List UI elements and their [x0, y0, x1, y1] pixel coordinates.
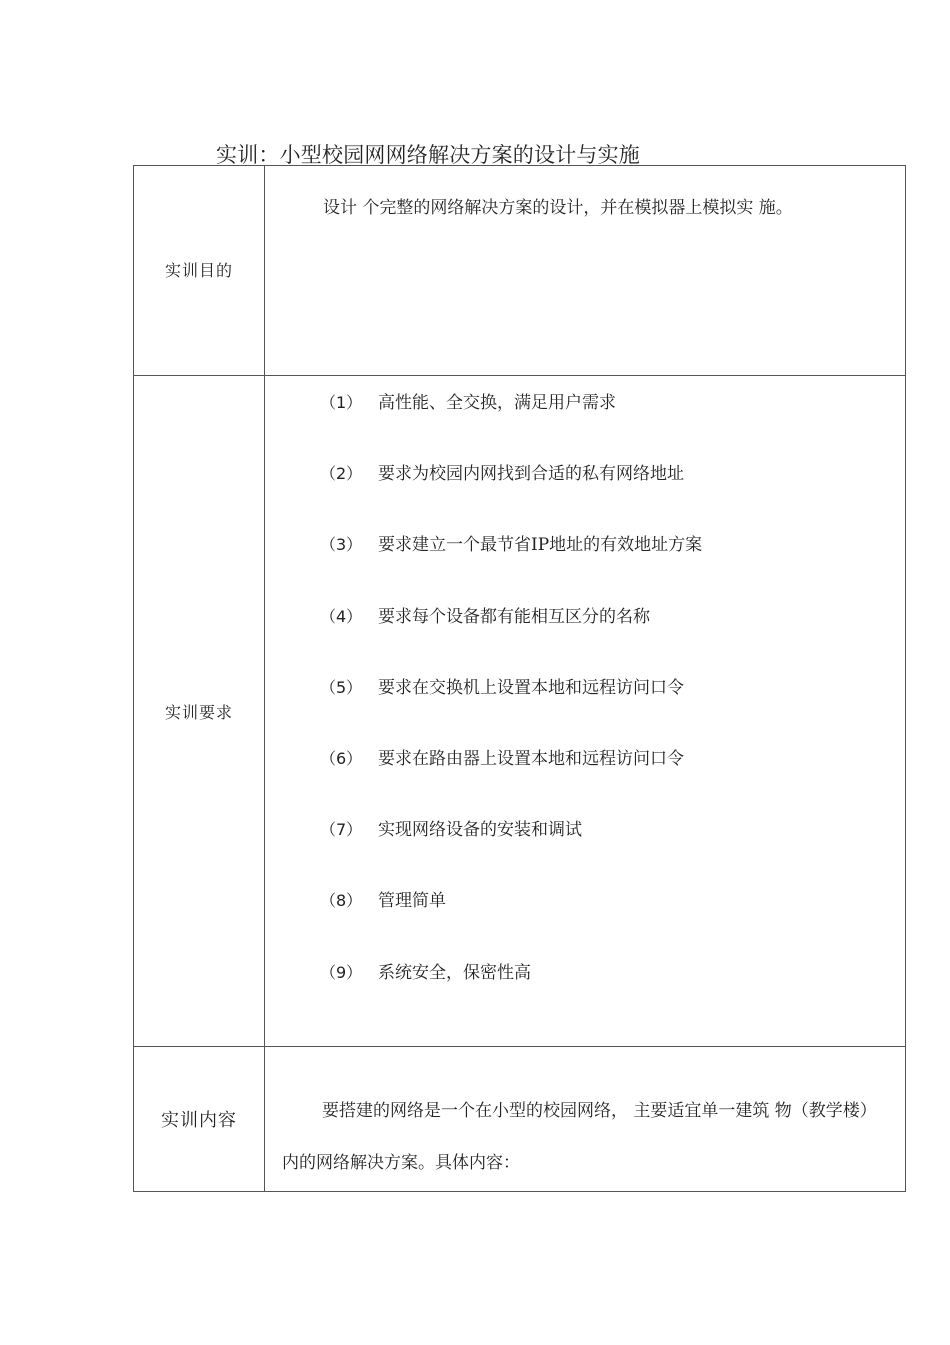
content-label: 实训内容 [161, 1110, 237, 1131]
training-table [133, 165, 906, 1192]
purpose-text: 设计 个完整的网络解决方案的设计，并在模拟器上模拟实 施。 [323, 198, 793, 218]
item-text: 要求每个设备都有能相互区分的名称 [378, 606, 650, 627]
requirements-label-cell [134, 376, 265, 1047]
purpose-row [134, 166, 906, 376]
list-item [320, 817, 905, 888]
list-item [320, 532, 905, 603]
item-number: （8） [320, 891, 363, 911]
item-number: （3） [320, 535, 363, 555]
item-text: 要求为校园内网找到合适的私有网络地址 [378, 464, 684, 485]
content-body-cell [265, 1047, 906, 1192]
purpose-body-cell [265, 166, 906, 376]
item-text: 实现网络设备的安装和调试 [378, 820, 582, 841]
item-number: （7） [320, 820, 363, 840]
requirements-list [265, 376, 905, 1031]
list-item [320, 746, 905, 817]
purpose-label: 实训目的 [164, 261, 233, 280]
item-text: 要求在路由器上设置本地和远程访问口令 [378, 748, 684, 769]
purpose-label-cell [134, 166, 265, 376]
item-number: （6） [320, 748, 363, 768]
document-title: 实训：小型校园网网络解决方案的设计与实施 [216, 143, 640, 167]
content-label-cell [134, 1047, 265, 1192]
list-item [320, 888, 905, 959]
item-text: 系统安全，保密性高 [378, 962, 531, 983]
list-item [320, 675, 905, 746]
list-item [320, 960, 905, 1031]
item-number: （1） [320, 393, 363, 412]
content-text: 要搭建的网络是一个在小型的校园网络， 主要适宜单一建筑 物（教学楼）内的网络解决方案。具体内容： [282, 1101, 877, 1173]
requirements-body-cell [265, 376, 906, 1047]
item-number: （9） [320, 962, 363, 982]
list-item [320, 461, 905, 532]
content-row [134, 1047, 906, 1192]
item-text: 要求建立一个最节省IP地址的有效地址方案 [378, 535, 703, 556]
item-text: 管理简单 [378, 891, 446, 912]
item-number: （4） [320, 606, 363, 626]
item-text: 要求在交换机上设置本地和远程访问口令 [378, 677, 684, 698]
list-item [320, 604, 905, 675]
requirements-row [134, 376, 906, 1047]
list-item [320, 390, 905, 461]
item-text: 高性能、全交换，满足用户需求 [378, 393, 616, 413]
requirements-label: 实训要求 [164, 702, 233, 722]
item-number: （2） [320, 464, 363, 484]
item-number: （5） [320, 677, 363, 697]
